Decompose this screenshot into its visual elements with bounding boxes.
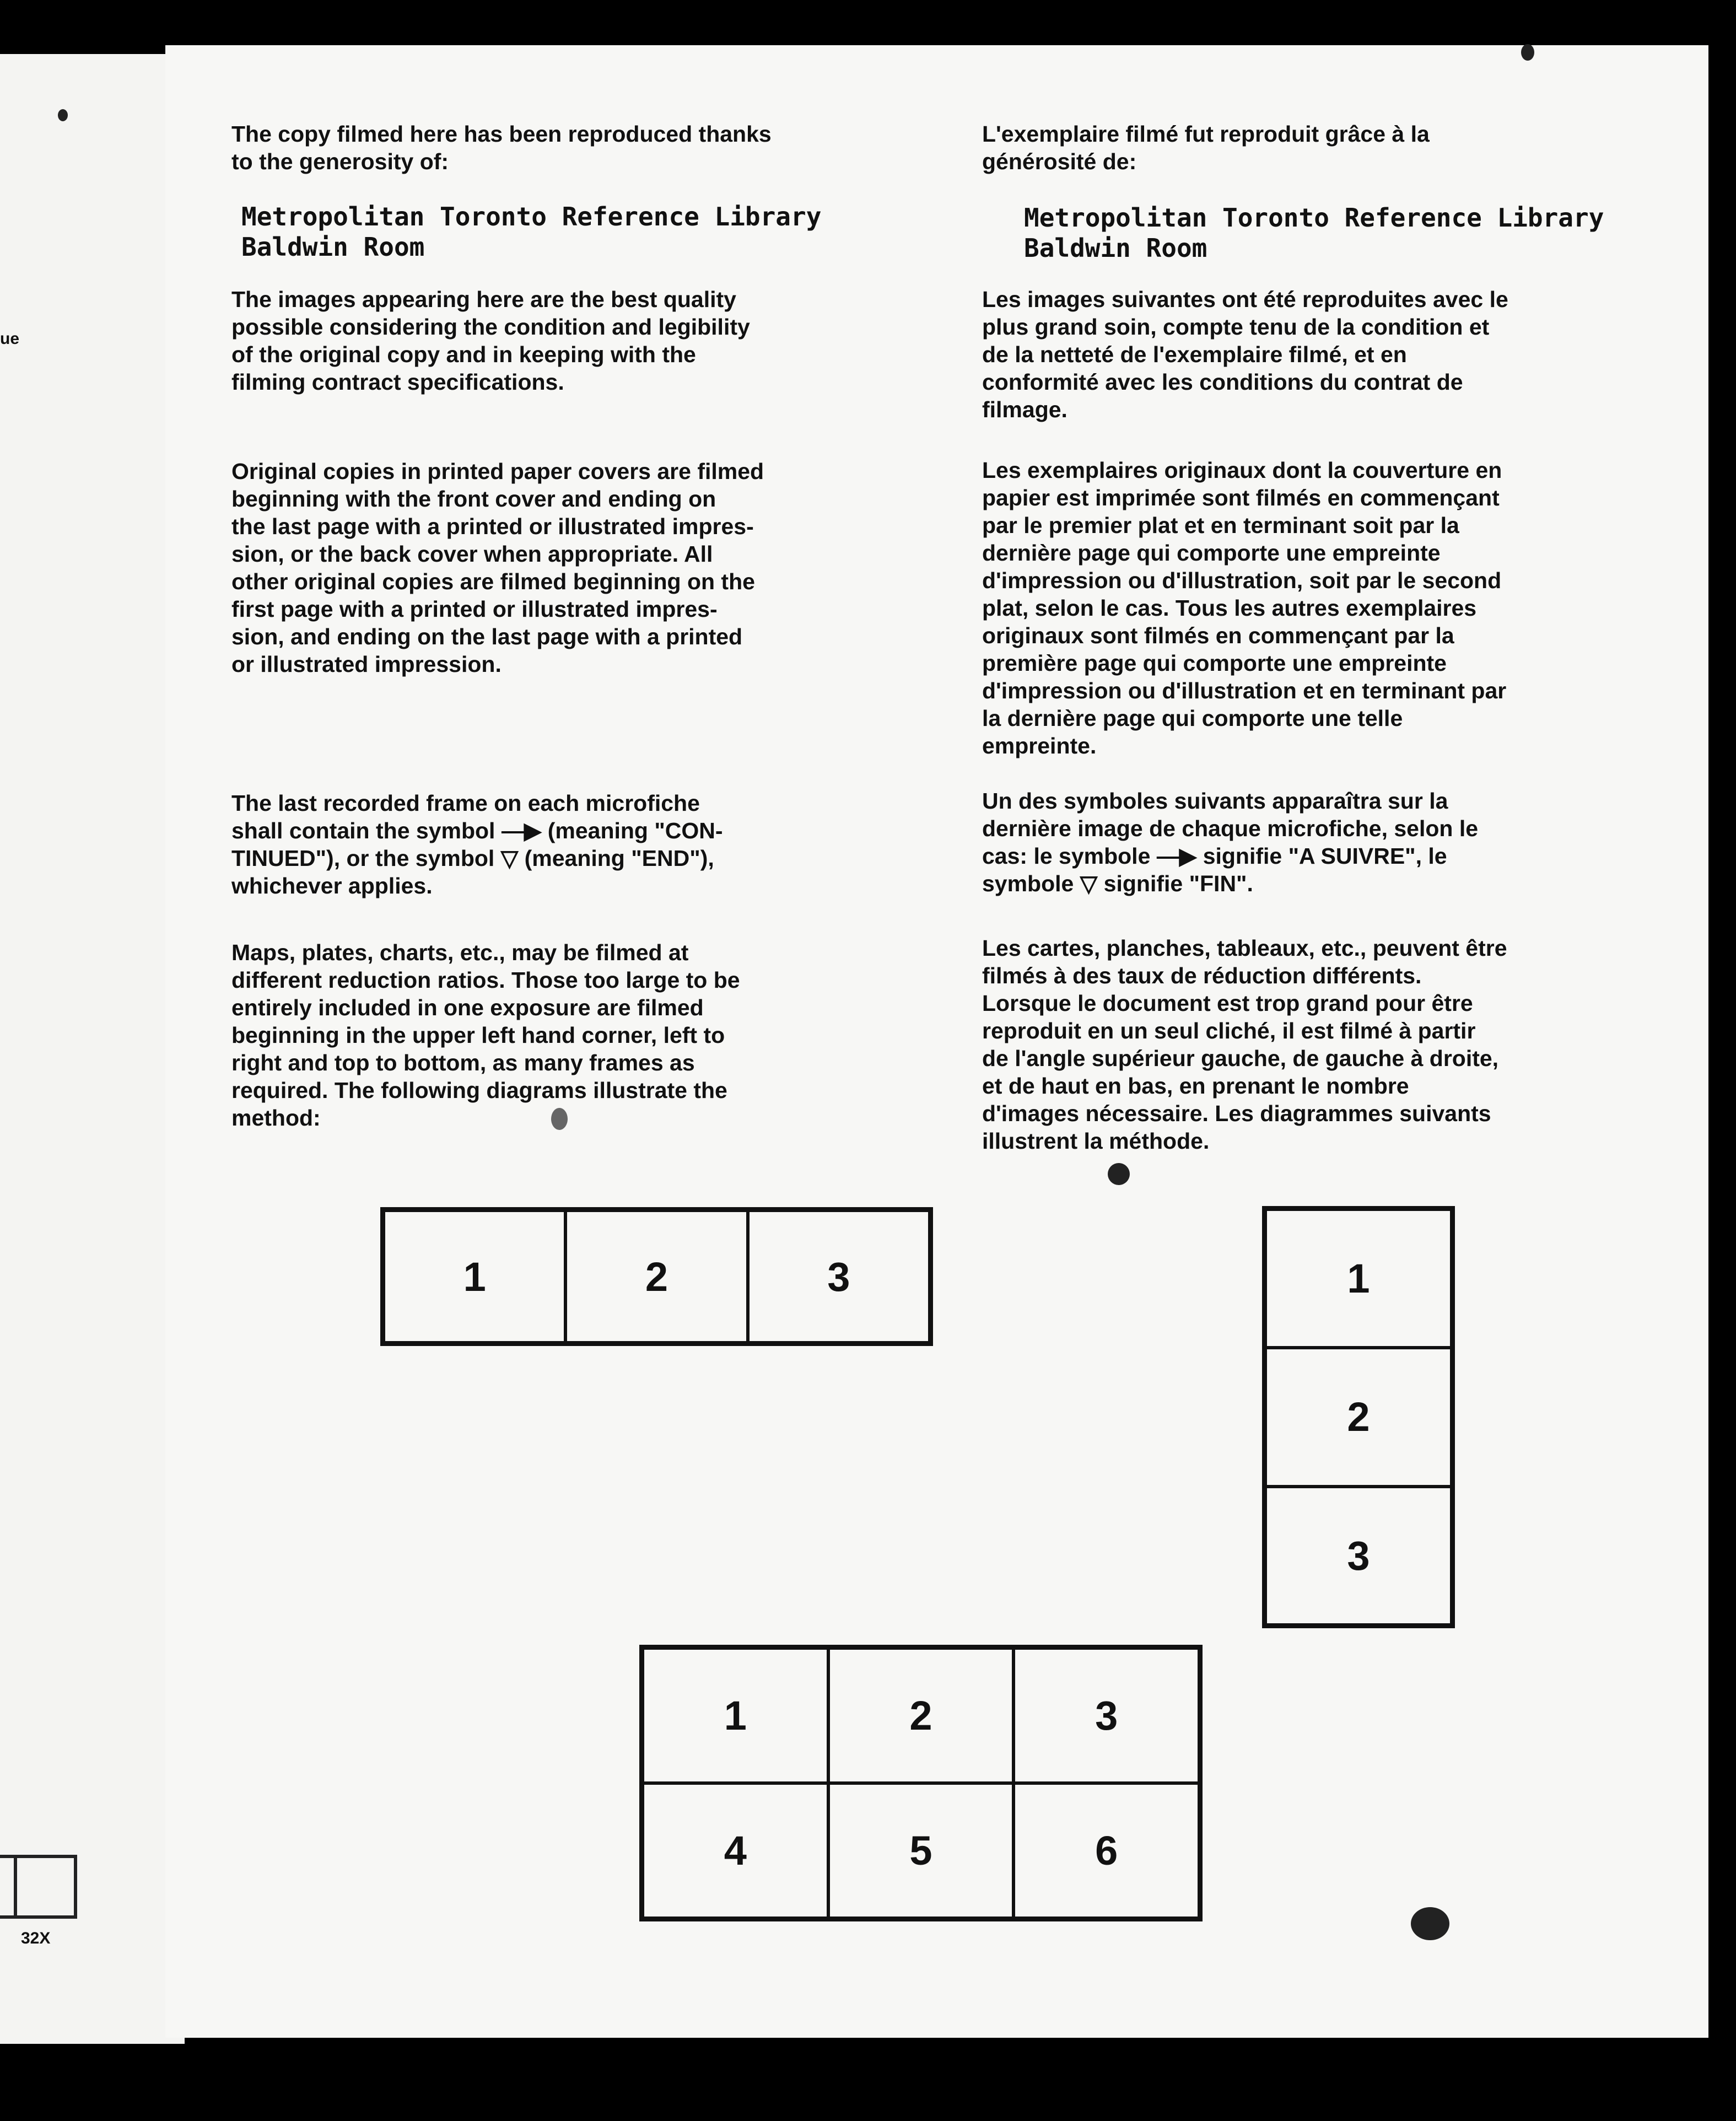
french-para-credit	[982, 120, 1430, 175]
text-line: par le premier plat et en terminant soit par la	[982, 513, 1459, 538]
text-line: whichever applies.	[231, 873, 433, 898]
previous-frame-edge	[0, 54, 185, 2044]
frame-cell: 6	[1013, 1783, 1199, 1918]
text-line: symbole ▽ signifie "FIN".	[982, 871, 1253, 896]
text-line: Lorsque le document est trop grand pour être	[982, 990, 1473, 1016]
text-line: sion, and ending on the last page with a printed	[231, 624, 743, 649]
text-line: de la netteté de l'exemplaire filmé, et en	[982, 342, 1407, 367]
french-para-maps	[982, 934, 1507, 1155]
text-line: beginning with the front cover and ending on	[231, 486, 716, 512]
text-line: conformité avec les conditions du contrat de	[982, 369, 1463, 395]
text-line: entirely included in one exposure are filmed	[231, 995, 704, 1020]
text-line: of the original copy and in keeping with the	[231, 342, 696, 367]
french-para-quality	[982, 286, 1508, 423]
text-line: The copy filmed here has been reproduced thanks	[231, 121, 772, 147]
text-line: d'images nécessaire. Les diagrammes suivants	[982, 1101, 1491, 1126]
text-line: Les cartes, planches, tableaux, etc., peuvent être	[982, 935, 1507, 961]
text-line: Baldwin Room	[1024, 233, 1207, 263]
english-para-originals	[231, 457, 764, 678]
text-line: or illustrated impression.	[231, 652, 502, 677]
frame-cell: 1	[384, 1210, 565, 1343]
text-line: Les exemplaires originaux dont la couverture en	[982, 457, 1502, 483]
english-library-name	[241, 202, 821, 262]
text-line: dernière page qui comporte une empreinte	[982, 540, 1441, 566]
frame-cell: 2	[565, 1210, 747, 1343]
text-line: cas: le symbole —▶ signifie "A SUIVRE", le	[982, 843, 1447, 869]
side-line	[74, 1855, 77, 1919]
text-line: sion, or the back cover when appropriate. All	[231, 541, 713, 567]
text-line: filming contract specifications.	[231, 369, 564, 395]
text-line: Maps, plates, charts, etc., may be filmed at	[231, 940, 689, 965]
text-line: filmage.	[982, 397, 1068, 422]
text-line: de l'angle supérieur gauche, de gauche à droite,	[982, 1046, 1499, 1071]
french-library-name	[1024, 203, 1604, 263]
text-line: illustrent la méthode.	[982, 1128, 1210, 1154]
frame-cell: 1	[643, 1648, 828, 1783]
english-para-credit	[231, 120, 772, 175]
french-para-symbols	[982, 787, 1478, 897]
frame-cell: 2	[1265, 1348, 1452, 1486]
text-line: reproduit en un seul cliché, il est filmé à partir	[982, 1018, 1476, 1043]
text-line: filmés à des taux de réduction différents.	[982, 963, 1422, 988]
text-line: Metropolitan Toronto Reference Library	[241, 202, 822, 232]
text-line: method:	[231, 1105, 321, 1131]
scan-speck	[1108, 1163, 1130, 1185]
text-line: TINUED"), or the symbol ▽ (meaning "END"),	[231, 846, 714, 871]
text-line: beginning in the upper left hand corner, left to	[231, 1022, 725, 1048]
text-line: The last recorded frame on each microfiche	[231, 790, 700, 816]
french-para-originals	[982, 456, 1506, 760]
text-line: empreinte.	[982, 733, 1097, 758]
text-line: d'impression ou d'illustration et en terminant par	[982, 678, 1507, 703]
frame-cell: 1	[1265, 1209, 1452, 1348]
text-line: générosité de:	[982, 149, 1137, 174]
side-line	[14, 1855, 17, 1919]
text-line: Metropolitan Toronto Reference Library	[1024, 203, 1604, 233]
text-line: plus grand soin, compte tenu de la condition et	[982, 314, 1490, 340]
english-para-quality	[231, 286, 750, 396]
scan-speck	[551, 1108, 568, 1130]
text-line: dernière image de chaque microfiche, selon le	[982, 816, 1479, 841]
frame-cell: 5	[828, 1783, 1014, 1918]
text-line: première page qui comporte une empreinte	[982, 650, 1447, 676]
text-line: d'impression ou d'illustration, soit par le second	[982, 568, 1502, 593]
side-line	[0, 1915, 77, 1919]
frame-cell: 3	[1013, 1648, 1199, 1783]
text-line: Un des symboles suivants apparaîtra sur la	[982, 788, 1448, 814]
frame-cell: 3	[748, 1210, 930, 1343]
side-fragment-text: ue	[0, 330, 20, 348]
frame-cell: 4	[643, 1783, 828, 1918]
text-line: first page with a printed or illustrated impres-	[231, 596, 718, 622]
side-line	[0, 1855, 77, 1858]
text-line: right and top to bottom, as many frames as	[231, 1050, 695, 1075]
text-line: Baldwin Room	[241, 232, 425, 262]
text-line: plat, selon le cas. Tous les autres exemplaires	[982, 595, 1477, 621]
diagram-vertical	[1262, 1206, 1455, 1628]
text-line: et de haut en bas, en prenant le nombre	[982, 1073, 1409, 1099]
scan-speck	[1521, 44, 1534, 61]
text-line: possible considering the condition and legibility	[231, 314, 750, 340]
reduction-counter: 32X	[21, 1929, 51, 1947]
scan-speck	[1411, 1907, 1449, 1940]
english-para-maps	[231, 939, 740, 1132]
text-line: different reduction ratios. Those too large to be	[231, 967, 740, 993]
text-line: papier est imprimée sont filmés en commençant	[982, 485, 1500, 510]
text-line: shall contain the symbol —▶ (meaning "CON-	[231, 818, 723, 843]
text-line: la dernière page qui comporte une telle	[982, 706, 1403, 731]
text-line: to the generosity of:	[231, 149, 449, 174]
frame-cell: 2	[828, 1648, 1014, 1783]
text-line: required. The following diagrams illustrate the	[231, 1078, 727, 1103]
scan-speck	[58, 109, 68, 121]
text-line: Original copies in printed paper covers are filmed	[231, 459, 764, 484]
text-line: L'exemplaire filmé fut reproduit grâce à la	[982, 121, 1430, 147]
text-line: other original copies are filmed beginning on the	[231, 569, 755, 594]
text-line: the last page with a printed or illustrated impres-	[231, 514, 754, 539]
frame-cell: 3	[1265, 1487, 1452, 1625]
english-para-symbols	[231, 789, 723, 900]
diagram-grid	[639, 1645, 1203, 1921]
diagram-horizontal	[380, 1207, 933, 1346]
text-line: The images appearing here are the best quality	[231, 287, 736, 312]
text-line: Les images suivantes ont été reproduites avec le	[982, 287, 1508, 312]
text-line: originaux sont filmés en commençant par la	[982, 623, 1454, 648]
